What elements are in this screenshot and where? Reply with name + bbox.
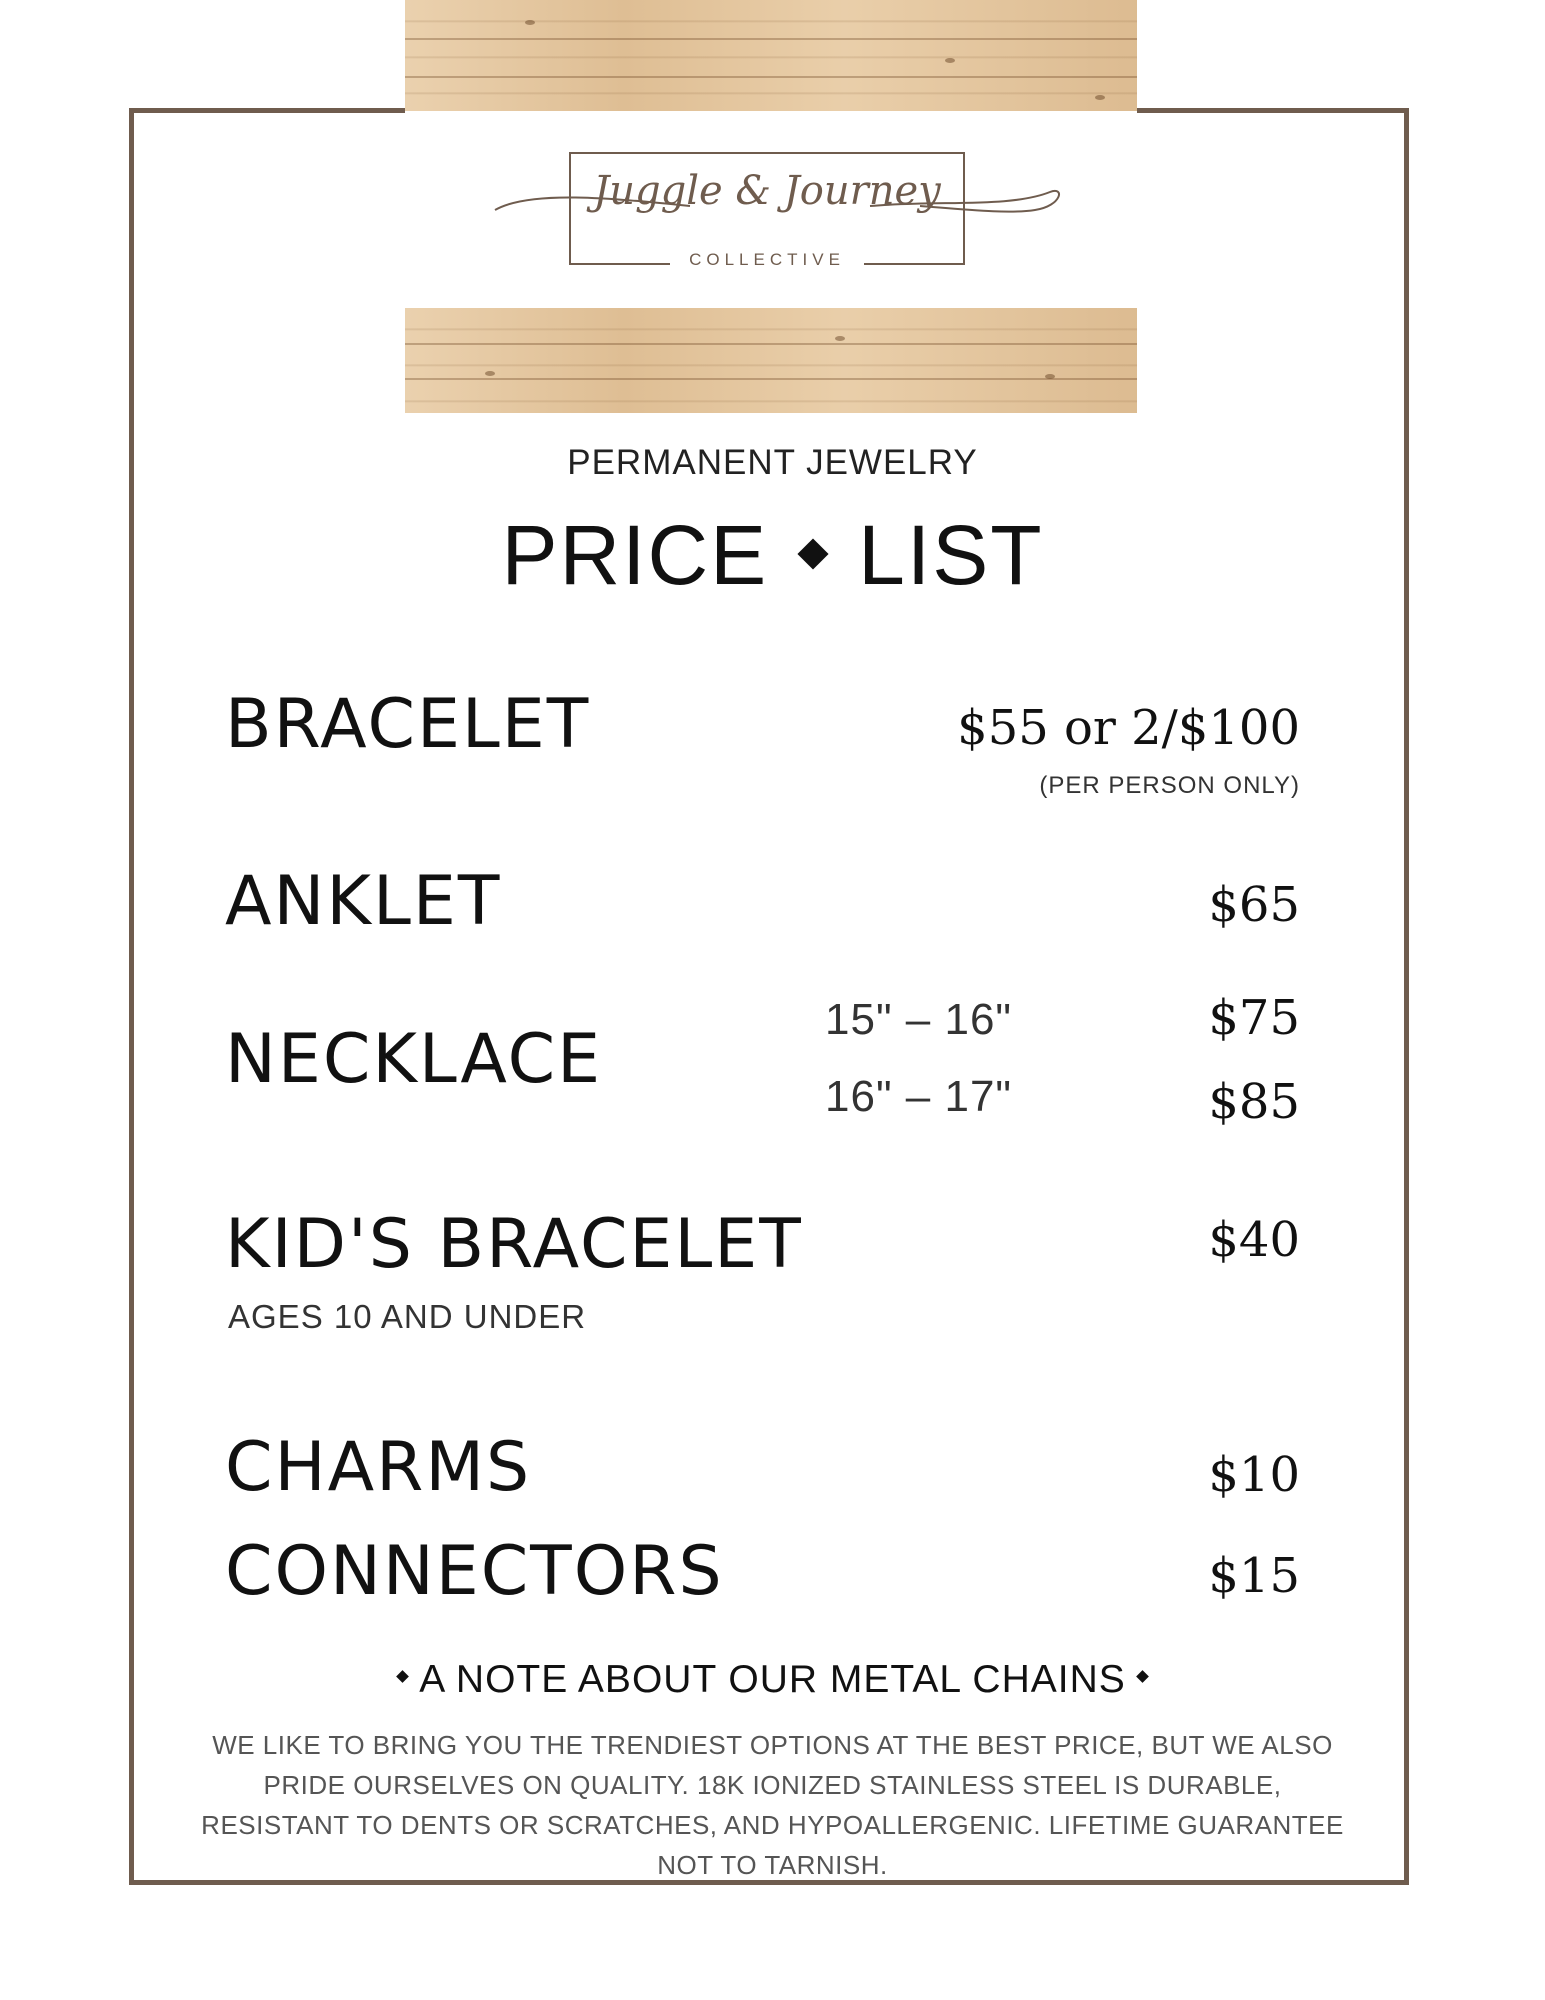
item-anklet-price: $65 — [1208, 877, 1300, 933]
item-kids-bracelet-note: AGES 10 AND UNDER — [228, 1298, 587, 1335]
title-left: PRICE — [501, 508, 769, 602]
page-kicker: PERMANENT JEWELRY — [567, 443, 978, 482]
item-charms-name: CHARMS — [225, 1428, 532, 1507]
necklace-price-2: $85 — [1208, 1074, 1300, 1130]
brand-logo-subtitle: COLLECTIVE — [670, 250, 864, 270]
item-bracelet-price: $55 or 2/$100 — [957, 700, 1300, 756]
wood-banner-top-edge — [405, 100, 1137, 111]
item-anklet-name: ANKLET — [225, 862, 502, 941]
necklace-size-2: 16" – 17" — [825, 1072, 1013, 1121]
wood-banner-top — [405, 0, 1137, 111]
item-necklace-name: NECKLACE — [225, 1020, 603, 1099]
necklace-size-1: 15" – 16" — [825, 995, 1013, 1044]
note-body: WE LIKE TO BRING YOU THE TRENDIEST OPTIONS AT THE BEST PRICE, BUT WE ALSO PRIDE OURSELVES ON QUALITY. 18K IONIZED STAINLESS STEEL IS DURABLE, RESISTANT TO DENTS OR SCRATCHES, AND HYPOALLERGENIC. LIFETIME GUARANTEE NOT TO TARNISH. — [201, 1730, 1344, 1880]
item-charms-price: $10 — [1208, 1447, 1300, 1503]
diamond-icon — [396, 1670, 409, 1683]
item-bracelet-name: BRACELET — [225, 685, 591, 764]
item-connectors-price: $15 — [1208, 1548, 1300, 1604]
note-heading — [0, 1658, 1545, 1702]
note-heading-text: A NOTE ABOUT OUR METAL CHAINS — [419, 1658, 1126, 1701]
brand-logo-script: Juggle & Journey — [593, 168, 941, 214]
title-right: LIST — [858, 508, 1044, 602]
diamond-icon — [798, 538, 829, 569]
necklace-price-1: $75 — [1208, 990, 1300, 1046]
item-kids-bracelet-name: KID'S BRACELET — [225, 1205, 803, 1284]
diamond-icon — [1136, 1670, 1149, 1683]
item-connectors-name: CONNECTORS — [225, 1532, 724, 1611]
item-bracelet-note: (PER PERSON ONLY) — [1039, 772, 1300, 799]
item-kids-bracelet-price: $40 — [1208, 1212, 1300, 1268]
page-title — [0, 507, 1545, 604]
wood-banner-middle — [405, 308, 1137, 413]
